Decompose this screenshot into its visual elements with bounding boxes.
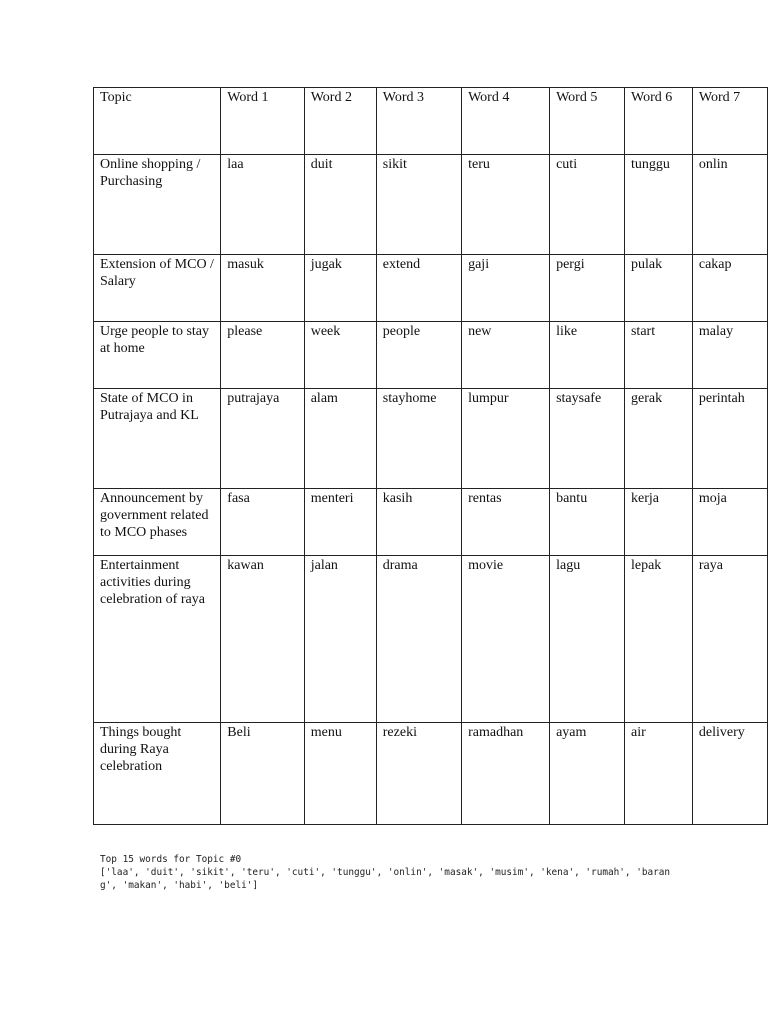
topic-words-table xyxy=(93,87,768,825)
word-cell: masuk xyxy=(221,255,304,322)
word-cell: ramadhan xyxy=(462,723,550,825)
topic-cell: Urge people to stay at home xyxy=(94,322,221,389)
word-cell: stayhome xyxy=(376,389,461,489)
word-cell: air xyxy=(624,723,692,825)
word-cell: teru xyxy=(462,155,550,255)
word-cell: new xyxy=(462,322,550,389)
output-line-2: g', 'makan', 'habi', 'beli'] xyxy=(100,880,259,891)
word-cell: cuti xyxy=(550,155,625,255)
word-cell: kerja xyxy=(624,489,692,556)
table-row xyxy=(94,322,768,389)
word-cell: moja xyxy=(692,489,767,556)
table-body xyxy=(94,88,768,825)
word-cell: gaji xyxy=(462,255,550,322)
word-cell: sikit xyxy=(376,155,461,255)
word-cell: lagu xyxy=(550,556,625,723)
topic-cell: Extension of MCO / Salary xyxy=(94,255,221,322)
topic-cell: Announcement by government related to MCO phases xyxy=(94,489,221,556)
word-cell: malay xyxy=(692,322,767,389)
output-line-1: ['laa', 'duit', 'sikit', 'teru', 'cuti', 'tunggu', 'onlin', 'masak', 'musim', 'kena', 'rumah', 'baran xyxy=(100,867,671,878)
table-row xyxy=(94,723,768,825)
word-cell: delivery xyxy=(692,723,767,825)
word-cell: menu xyxy=(304,723,376,825)
header-cell-topic: Topic xyxy=(94,88,221,155)
word-cell: jalan xyxy=(304,556,376,723)
topic-cell: Entertainment activities during celebration of raya xyxy=(94,556,221,723)
topic-cell: Online shopping / Purchasing xyxy=(94,155,221,255)
topic-output-text xyxy=(100,853,670,892)
header-cell-word-4: Word 4 xyxy=(462,88,550,155)
word-cell: rentas xyxy=(462,489,550,556)
table-header-row xyxy=(94,88,768,155)
word-cell: tunggu xyxy=(624,155,692,255)
word-cell: kasih xyxy=(376,489,461,556)
word-cell: alam xyxy=(304,389,376,489)
output-heading: Top 15 words for Topic #0 xyxy=(100,854,242,865)
word-cell: people xyxy=(376,322,461,389)
header-cell-word-2: Word 2 xyxy=(304,88,376,155)
word-cell: please xyxy=(221,322,304,389)
word-cell: jugak xyxy=(304,255,376,322)
word-cell: drama xyxy=(376,556,461,723)
word-cell: extend xyxy=(376,255,461,322)
word-cell: duit xyxy=(304,155,376,255)
word-cell: week xyxy=(304,322,376,389)
header-cell-word-1: Word 1 xyxy=(221,88,304,155)
word-cell: rezeki xyxy=(376,723,461,825)
topic-cell: Things bought during Raya celebration xyxy=(94,723,221,825)
table-row xyxy=(94,155,768,255)
word-cell: kawan xyxy=(221,556,304,723)
table-row xyxy=(94,389,768,489)
topic-cell: State of MCO in Putrajaya and KL xyxy=(94,389,221,489)
header-cell-word-5: Word 5 xyxy=(550,88,625,155)
word-cell: lumpur xyxy=(462,389,550,489)
word-cell: raya xyxy=(692,556,767,723)
word-cell: cakap xyxy=(692,255,767,322)
word-cell: ayam xyxy=(550,723,625,825)
word-cell: like xyxy=(550,322,625,389)
word-cell: Beli xyxy=(221,723,304,825)
word-cell: menteri xyxy=(304,489,376,556)
word-cell: gerak xyxy=(624,389,692,489)
table-row xyxy=(94,556,768,723)
word-cell: pulak xyxy=(624,255,692,322)
word-cell: start xyxy=(624,322,692,389)
word-cell: fasa xyxy=(221,489,304,556)
header-cell-word-7: Word 7 xyxy=(692,88,767,155)
word-cell: laa xyxy=(221,155,304,255)
word-cell: perintah xyxy=(692,389,767,489)
header-cell-word-3: Word 3 xyxy=(376,88,461,155)
word-cell: lepak xyxy=(624,556,692,723)
word-cell: putrajaya xyxy=(221,389,304,489)
table-row xyxy=(94,489,768,556)
word-cell: staysafe xyxy=(550,389,625,489)
word-cell: bantu xyxy=(550,489,625,556)
word-cell: movie xyxy=(462,556,550,723)
word-cell: onlin xyxy=(692,155,767,255)
header-cell-word-6: Word 6 xyxy=(624,88,692,155)
word-cell: pergi xyxy=(550,255,625,322)
table-row xyxy=(94,255,768,322)
